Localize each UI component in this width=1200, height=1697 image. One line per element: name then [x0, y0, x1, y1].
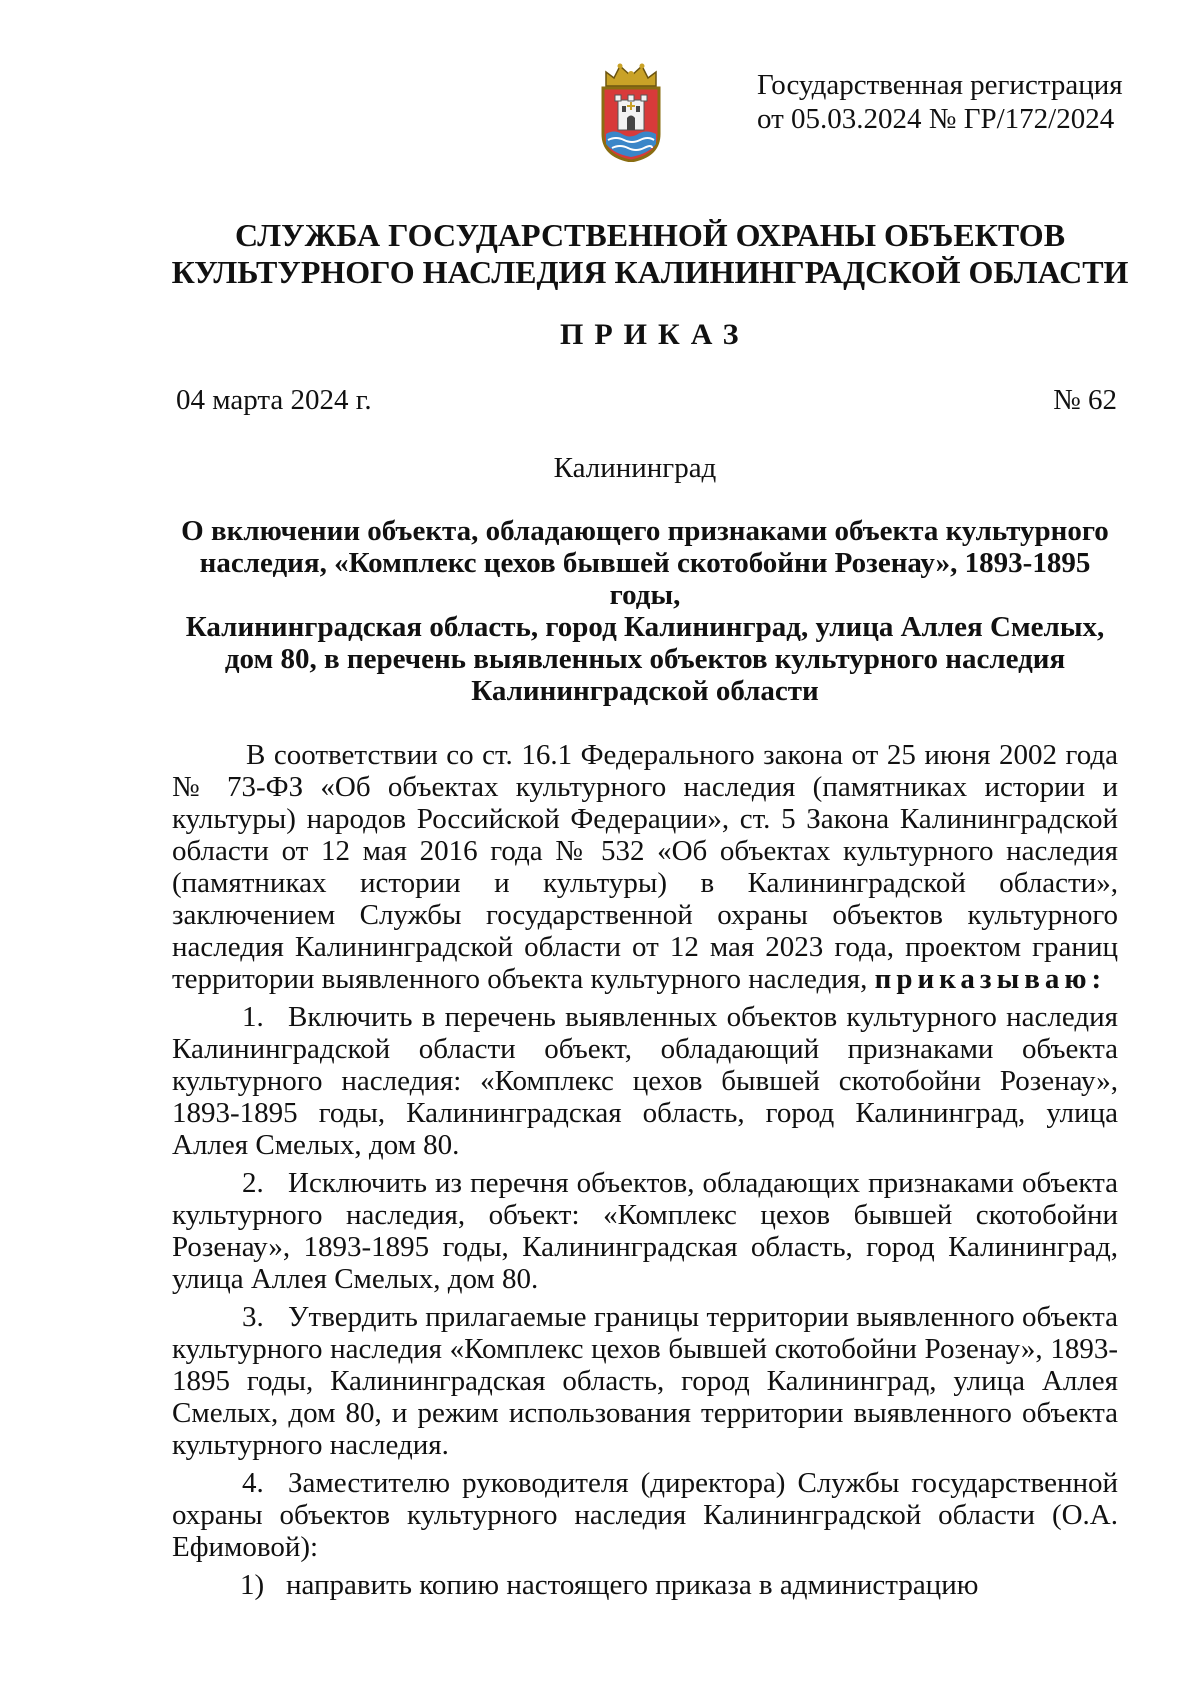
registration-number: от 05.03.2024 № ГР/172/2024 [757, 103, 1115, 135]
item-text: Утвердить прилагаемые границы территории выявленного объекта культурного наследия «Комплекс цехов бывшей скотобойни Розенау», 1893-1895 годы, Калининградская область, город Калининград, улица Аллея Смелых, дом 80, и режим использования территории выявленного объекта культурного наследия. [172, 1301, 1118, 1461]
order-item-1 [172, 1001, 1118, 1161]
subitem-text: направить копию настоящего приказа в администрацию [286, 1569, 979, 1601]
order-item-4 [172, 1467, 1118, 1563]
order-number: № 62 [1053, 384, 1117, 416]
subject-line: дом 80, в перечень выявленных объектов культурного наследия [224, 643, 1066, 675]
order-item-3 [172, 1301, 1118, 1461]
subject-line: наследия, «Комплекс цехов бывшей скотобойни Розенау», 1893-1895 годы, [199, 547, 1091, 611]
order-subject [165, 515, 1125, 707]
order-item-2 [172, 1167, 1118, 1295]
preamble-text: В соответствии со ст. 16.1 Федерального закона от 25 июня 2002 года № 73-ФЗ «Об объектах культурного наследия (памятниках истории и культуры) народов Российской Федерации», ст. 5 Закона Калининградской области от 12 мая 2016 года № 532 «Об объектах культурного наследия (памятниках истории и культуры) в Калининградской области», заключением Службы государственной охраны объектов культурного наследия Калининградской области от 12 мая 2023 года, проектом границ территории выявленного объекта культурного наследия, [172, 739, 1118, 995]
subject-line: О включении объекта, обладающего признаками объекта культурного [181, 515, 1109, 547]
item-text: Включить в перечень выявленных объектов культурного наследия Калининградской области объект, обладающий признаками объекта культурного наследия: «Комплекс цехов бывшей скотобойни Розенау», 1893-1895 годы, Калининградская область, город Калининград, улица Аллея Смелых, дом 80. [172, 1001, 1118, 1161]
item-text: Заместителю руководителя (директора) Службы государственной охраны объектов культурного наследия Калининградской области (О.А. Ефимовой): [172, 1467, 1118, 1563]
state-registration-stamp [757, 68, 1177, 136]
item-number: 2. [242, 1167, 264, 1199]
item-text: Исключить из перечня объектов, обладающих признаками объекта культурного наследия, объект: «Комплекс цехов бывшей скотобойни Розенау», 1893-1895 годы, Калининградская область, город Калининград, улица Аллея Смелых, дом 80. [172, 1167, 1118, 1295]
item-number: 3. [242, 1301, 264, 1333]
registration-label: Государственная регистрация [757, 69, 1123, 101]
order-word: приказываю: [874, 963, 1107, 995]
item-number: 4. [242, 1467, 264, 1499]
subitem-number: 1) [240, 1569, 265, 1601]
order-subitem-1 [172, 1569, 1118, 1601]
order-body [172, 739, 1118, 1601]
agency-title-line: КУЛЬТУРНОГО НАСЛЕДИЯ КАЛИНИНГРАДСКОЙ ОБЛАСТИ [171, 254, 1129, 290]
order-date: 04 марта 2024 г. [176, 384, 372, 416]
agency-title-line: СЛУЖБА ГОСУДАРСТВЕННОЙ ОХРАНЫ ОБЪЕКТОВ [234, 217, 1066, 253]
order-title: ПРИКАЗ [560, 318, 750, 351]
subject-line: Калининградской области [471, 675, 819, 707]
coat-of-arms-icon [598, 62, 664, 162]
item-number: 1. [242, 1001, 264, 1033]
preamble-paragraph [172, 739, 1118, 995]
city-name: Калининград [553, 452, 717, 484]
agency-title [120, 217, 1180, 291]
subject-line: Калининградская область, город Калининград, улица Аллея Смелых, [185, 611, 1105, 643]
